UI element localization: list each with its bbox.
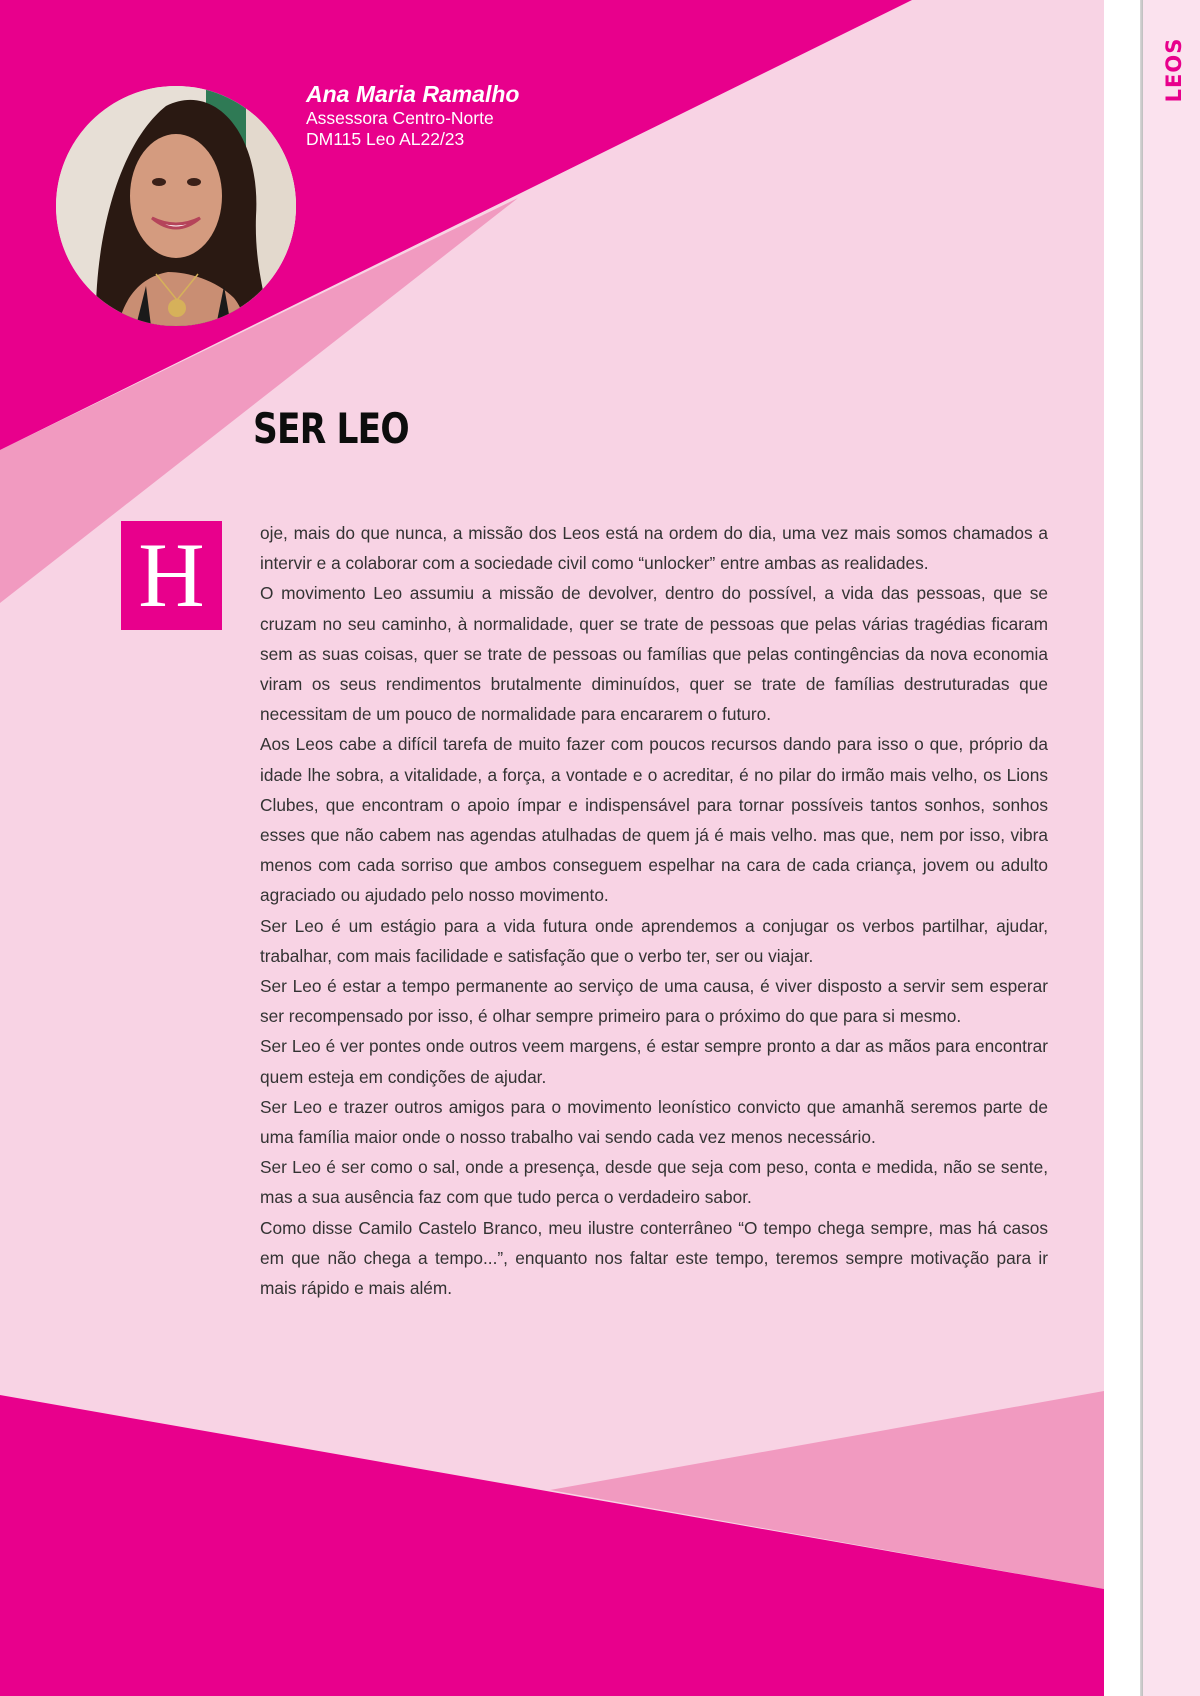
page-gutter	[1104, 0, 1142, 1696]
portrait-photo-icon	[56, 86, 296, 326]
paragraph: oje, mais do que nunca, a missão dos Leos está na ordem do dia, uma vez mais somos chamados a intervir e a colaborar com a sociedade civil como “unlocker” entre ambas as realidades.	[260, 523, 1048, 574]
author-role: Assessora Centro-Norte	[306, 108, 494, 128]
drop-cap: H	[121, 521, 222, 630]
article-title: SER LEO	[253, 404, 409, 453]
paragraph: O movimento Leo assumiu a missão de devolver, dentro do possível, a vida das pessoas, que se cruzam no seu caminho, à normalidade, quer se trate de pessoas que pelas várias tragédias ficaram sem as suas coisas, quer se trate de pessoas ou famílias que pelas contingências da nova economia viram os seus rendimentos brutalmente diminuídos, quer se trate de famílias destruturadas que necessitam de um pouco de normalidade para encararem o futuro.	[260, 583, 1048, 725]
author-name: Ana Maria Ramalho	[306, 81, 520, 107]
paragraph: Ser Leo é um estágio para a vida futura onde aprendemos a conjugar os verbos partilhar, ajudar, trabalhar, com mais facilidade e satisfação que o verbo ter, ser ou viajar.	[260, 915, 1048, 966]
paragraph: Como disse Camilo Castelo Branco, meu ilustre conterrâneo “O tempo chega sempre, mas há casos em que não chega a tempo...”, enquanto nos faltar este tempo, teremos sempre motivação para ir mais rápido e mais além.	[260, 1217, 1048, 1299]
author-club: DM115 Leo AL22/23	[306, 129, 465, 149]
paragraph: Ser Leo é ser como o sal, onde a presença, desde que seja com peso, conta e medida, não se sente, mas a sua ausência faz com que tudo perca o verdadeiro sabor.	[260, 1157, 1048, 1208]
paragraph: Ser Leo é ver pontes onde outros veem margens, é estar sempre pronto a dar as mãos para encontrar quem esteja em condições de ajudar.	[260, 1036, 1048, 1087]
author-portrait	[56, 86, 296, 326]
paragraph: Ser Leo é estar a tempo permanente ao serviço de uma causa, é viver disposto a servir sem esperar ser recompensado por isso, é olhar sempre primeiro para o próximo do que para si mesmo.	[260, 976, 1048, 1027]
side-strip	[1143, 0, 1200, 1696]
paragraph: Aos Leos cabe a difícil tarefa de muito fazer com poucos recursos dando para isso o que, próprio da idade lhe sobra, a vitalidade, a força, a vontade e o acreditar, é no pilar do irmão mais velho, os Lions Clubes, que encontram o apoio ímpar e indispensável para tornar possíveis tantos sonhos, sonhos esses que não cabem nas agendas atulhadas de quem já é mais velho. mas que, nem por isso, vibra menos com cada sorriso que ambos conseguem espelhar na cara de cada criança, jovem ou adulto agraciado ou ajudado pelo nosso movimento.	[260, 734, 1048, 906]
article-body	[260, 518, 1048, 1303]
author-info	[306, 80, 519, 150]
section-side-label: LEOS	[1162, 37, 1186, 103]
paragraph: Ser Leo e trazer outros amigos para o movimento leonístico convicto que amanhã seremos parte de uma família maior onde o nosso trabalho vai sendo cada vez menos necessário.	[260, 1096, 1048, 1148]
